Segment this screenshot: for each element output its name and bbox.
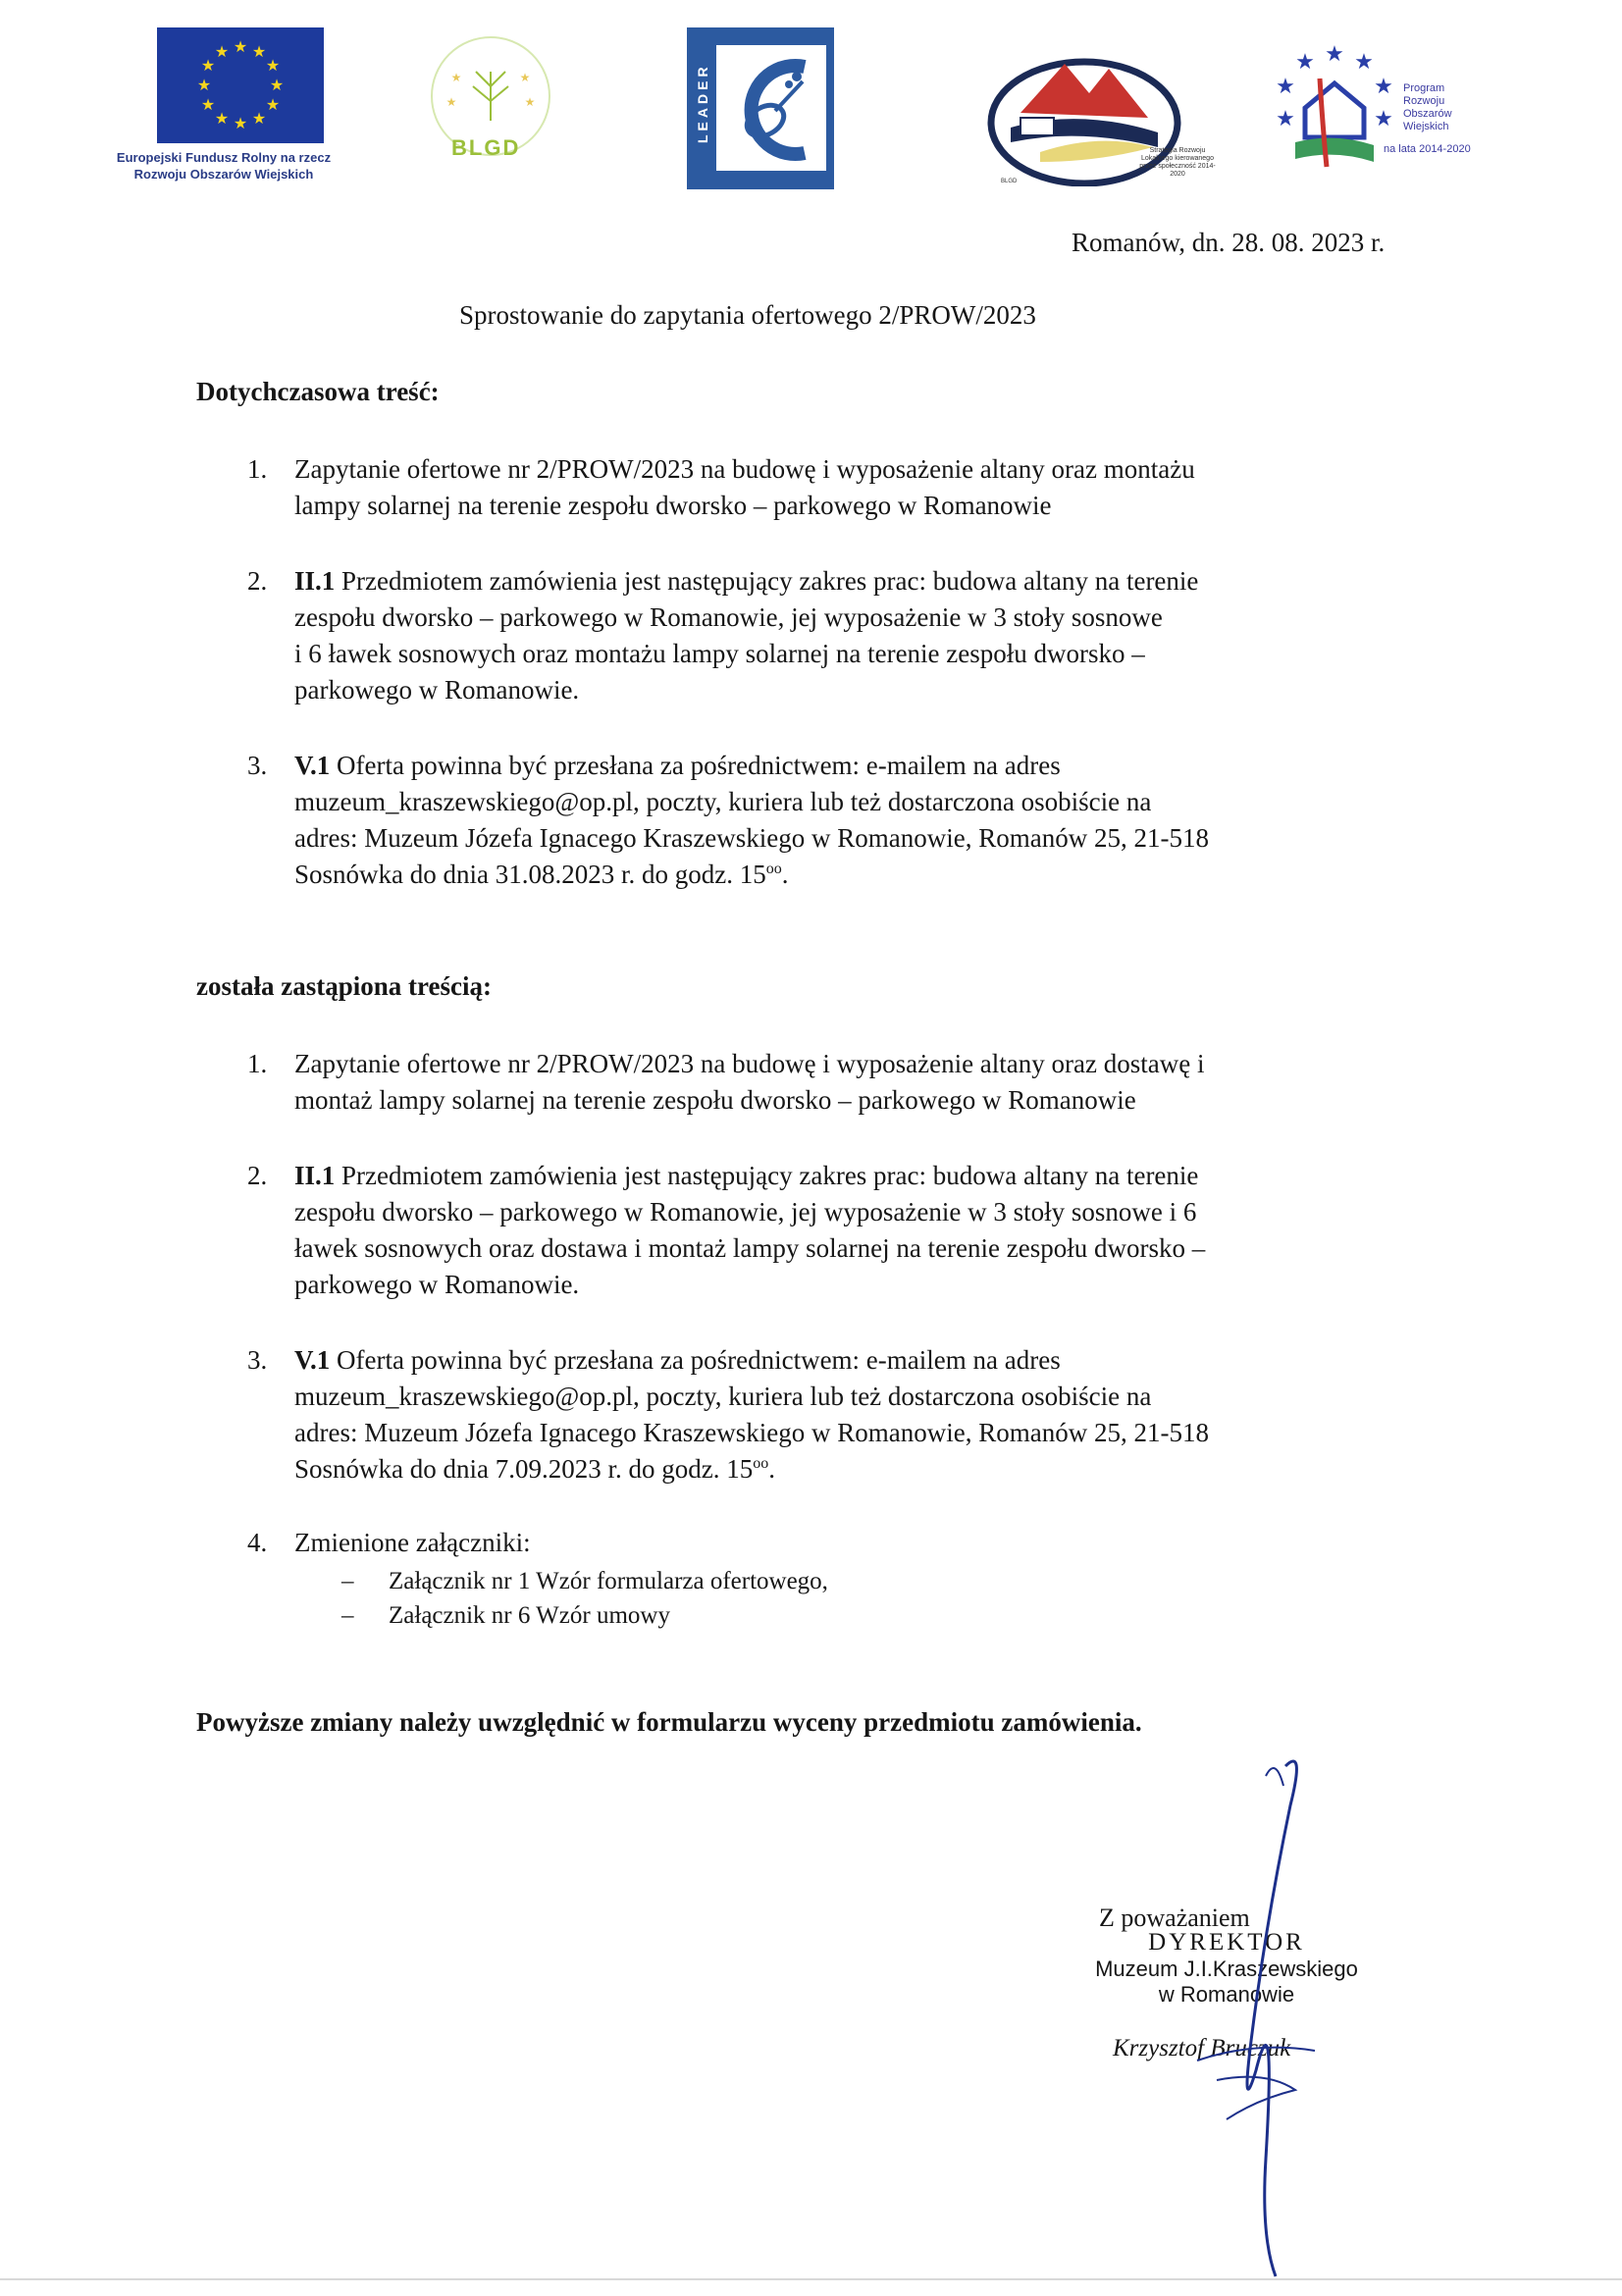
attachment-item: – Załącznik nr 6 Wzór umowy: [341, 1602, 670, 1629]
svg-text:★: ★: [1276, 75, 1295, 99]
item-line: muzeum_kraszewskiego@op.pl, poczty, kuriera lub też dostarczona osobiście na: [294, 1382, 1152, 1411]
section2-item-1: [247, 1046, 1474, 1115]
svg-text:★: ★: [1374, 107, 1393, 131]
svg-text:★: ★: [1325, 42, 1344, 67]
item-number: 2.: [247, 566, 268, 596]
leader-logo: [687, 27, 834, 189]
section1-item-1: [247, 451, 1474, 520]
svg-text:★: ★: [265, 56, 281, 75]
prow-line2: Rozwoju: [1403, 95, 1445, 107]
item-number: 1.: [247, 454, 268, 484]
hour-superscript: oo: [765, 861, 782, 877]
item-line: Przedmiotem zamówienia jest następujący zakres prac: budowa altany na terenie: [335, 566, 1199, 596]
document-title: Sprostowanie do zapytania ofertowego 2/PROW/2023: [459, 300, 1036, 330]
svg-text:★: ★: [1276, 107, 1295, 131]
eu-caption: [77, 149, 371, 183]
svg-text:★: ★: [1354, 50, 1374, 75]
svg-text:★: ★: [233, 114, 248, 132]
svg-text:★: ★: [196, 76, 212, 94]
item-bold-ref: V.1: [294, 1345, 331, 1375]
eu-flag-icon: [157, 27, 377, 145]
lsr-caption: Strategia Rozwoju Lokalnego kierowanego przez społeczność 2014-2020: [1139, 147, 1216, 178]
item-tail: .: [768, 1454, 775, 1484]
svg-text:★: ★: [1374, 75, 1393, 99]
item-line: montaż lampy solarnej na terenie zespołu dworsko – parkowego w Romanowie: [294, 1085, 1136, 1115]
eu-caption-line2: Rozwoju Obszarów Wiejskich: [133, 167, 314, 182]
stamp-line2: w Romanowie: [1158, 1982, 1295, 2007]
section1-item-2: [247, 563, 1474, 704]
item-line: muzeum_kraszewskiego@op.pl, poczty, kuriera lub też dostarczona osobiście na: [294, 787, 1152, 816]
svg-text:★: ★: [214, 109, 230, 128]
item-number: 1.: [247, 1049, 268, 1078]
scan-edge-divider: [0, 2278, 1622, 2280]
item-number: 2.: [247, 1161, 268, 1190]
lsr-small: BLGD: [1001, 179, 1018, 184]
prow-line3: Obszarów: [1403, 108, 1452, 120]
section1-heading: Dotychczasowa treść:: [196, 377, 440, 406]
svg-text:★: ★: [445, 95, 457, 109]
item-line: zespołu dworsko – parkowego w Romanowie, jej wyposażenie w 3 stoły sosnowe: [294, 602, 1163, 632]
item-line: Zmienione załączniki:: [294, 1528, 531, 1557]
item-bold-ref: II.1: [294, 1161, 336, 1190]
svg-text:★: ★: [214, 42, 230, 61]
item-line: adres: Muzeum Józefa Ignacego Kraszewskiego w Romanowie, Romanów 25, 21-518: [294, 1418, 1209, 1447]
closing-text: Z poważaniem: [1099, 1904, 1250, 1932]
item-tail: .: [781, 860, 789, 889]
section2-item-3: [247, 1342, 1474, 1484]
item-line: Oferta powinna być przesłana za pośrednictwem: e-mailem na adres: [330, 1345, 1061, 1375]
svg-text:★: ★: [251, 42, 267, 61]
svg-text:★: ★: [524, 95, 536, 109]
section2-item-4: [247, 1525, 1474, 1629]
prow-emblem-icon: [1266, 39, 1403, 186]
stamp-title: DYREKTOR: [1148, 1929, 1305, 1956]
item-line: lampy solarnej na terenie zespołu dworsko – parkowego w Romanowie: [294, 491, 1052, 520]
item-number: 3.: [247, 1345, 268, 1375]
item-number: 3.: [247, 751, 268, 780]
item-bold-ref: V.1: [294, 751, 331, 780]
svg-text:★: ★: [269, 76, 285, 94]
svg-text:★: ★: [233, 37, 248, 56]
item-line: Sosnówka do dnia 31.08.2023 r. do godz. 15: [294, 860, 766, 889]
item-line: ławek sosnowych oraz dostawa i montaż lampy solarnej na terenie zespołu dworsko –: [294, 1233, 1206, 1263]
item-number: 4.: [247, 1528, 268, 1557]
attachment-list: [341, 1564, 1225, 1633]
svg-text:★: ★: [1295, 50, 1315, 75]
svg-text:★: ★: [251, 109, 267, 128]
item-line: Sosnówka do dnia 7.09.2023 r. do godz. 15: [294, 1454, 754, 1484]
svg-text:★: ★: [200, 95, 216, 114]
leader-text: LEADER: [695, 63, 710, 143]
lsr-logo: [981, 39, 1217, 186]
svg-text:★: ★: [200, 56, 216, 75]
prow-line1: Program: [1403, 82, 1445, 94]
section1-item-3: [247, 748, 1474, 889]
svg-text:★: ★: [265, 95, 281, 114]
section2-item-2: [247, 1158, 1474, 1299]
eu-caption-line1: Europejski Fundusz Rolny na rzecz: [116, 150, 332, 165]
item-line: adres: Muzeum Józefa Ignacego Kraszewskiego w Romanowie, Romanów 25, 21-518: [294, 823, 1209, 853]
item-line: Przedmiotem zamówienia jest następujący zakres prac: budowa altany na terenie: [335, 1161, 1199, 1190]
attachment-item: – Załącznik nr 1 Wzór formularza ofertowego,: [341, 1568, 828, 1594]
handwritten-signature-icon: [1158, 1747, 1354, 2296]
svg-text:★: ★: [450, 71, 462, 84]
prow-logo: [1266, 39, 1491, 186]
prow-years: na lata 2014-2020: [1384, 143, 1471, 155]
item-line: zespołu dworsko – parkowego w Romanowie, jej wyposażenie w 3 stoły sosnowe i 6: [294, 1197, 1197, 1226]
section2-heading: została zastąpiona treścią:: [196, 971, 492, 1001]
item-line: parkowego w Romanowie.: [294, 675, 580, 704]
item-line: parkowego w Romanowie.: [294, 1270, 580, 1299]
hour-superscript: oo: [753, 1455, 769, 1472]
svg-text:★: ★: [519, 71, 531, 84]
item-line: Zapytanie ofertowe nr 2/PROW/2023 na budowę i wyposażenie altany oraz montażu: [294, 454, 1195, 484]
item-bold-ref: II.1: [294, 566, 336, 596]
prow-line4: Wiejskich: [1403, 121, 1449, 132]
document-date: Romanów, dn. 28. 08. 2023 r.: [1072, 228, 1386, 257]
item-line: Oferta powinna być przesłana za pośrednictwem: e-mailem na adres: [330, 751, 1061, 780]
blgd-abbr: BLGD: [451, 135, 521, 160]
signer-name: Krzysztof Bruczuk: [1113, 2035, 1291, 2061]
item-line: i 6 ławek sosnowych oraz montażu lampy solarnej na terenie zespołu dworsko –: [294, 639, 1145, 668]
eu-logo: [106, 27, 332, 184]
item-line: Zapytanie ofertowe nr 2/PROW/2023 na budowę i wyposażenie altany oraz dostawę i: [294, 1049, 1205, 1078]
blgd-logo: [412, 27, 569, 175]
final-note: Powyższe zmiany należy uwzględnić w formularzu wyceny przedmiotu zamówienia.: [196, 1707, 1142, 1737]
stamp-line1: Muzeum J.I.Kraszewskiego: [1095, 1957, 1358, 1981]
prow-caption: [1403, 82, 1501, 133]
